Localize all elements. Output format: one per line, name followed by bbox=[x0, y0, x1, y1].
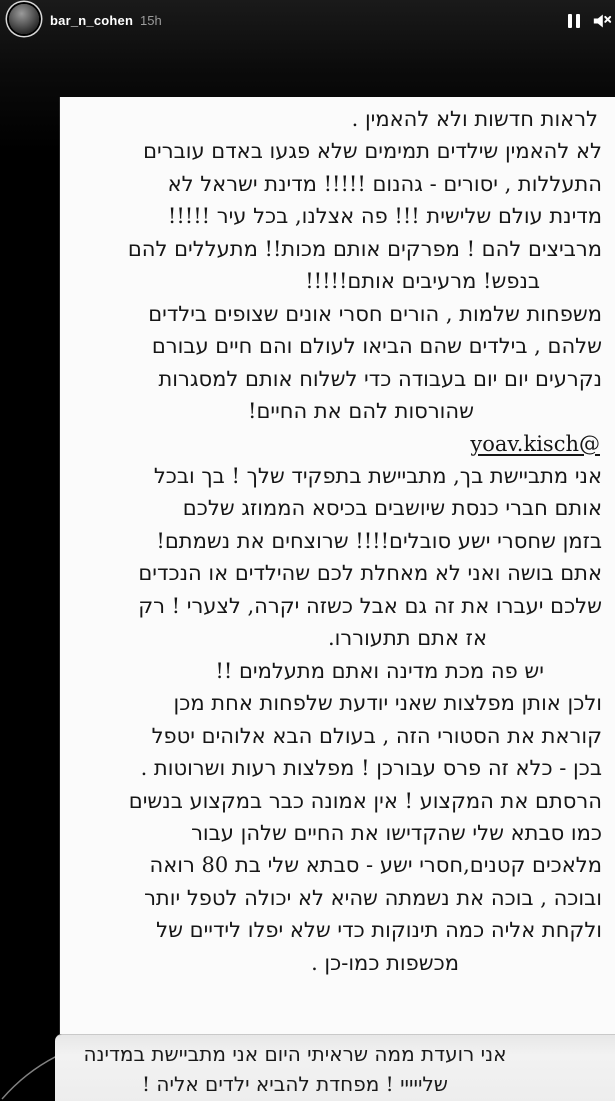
footer-strip bbox=[55, 1034, 615, 1101]
note-line: קוראת את הסטורי הזה , בעולם הבא אלוהים יטפל bbox=[151, 723, 602, 748]
note-line: בכן - כלא זה פרס עבורכן ! מפלצות רעות ושרוטות . bbox=[140, 756, 602, 781]
note-line: מרביצים להם ! מפרקים אותם מכות!! מתעללים להם bbox=[127, 236, 602, 261]
note-line: יש פה מכת מדינה ואתם מתעלמים !! bbox=[215, 658, 544, 683]
pause-icon[interactable] bbox=[568, 14, 580, 28]
muted-speaker-icon[interactable] bbox=[592, 12, 612, 30]
note-line: אתם בושה ואני לא מאחלת לכם שהילדים או הנכדים bbox=[138, 561, 602, 586]
note-line: ובוכה , בוכה את נשמתה שהיא לא יכולה לטפל יותר bbox=[144, 885, 602, 910]
note-line: אותם חברי כנסת שיושבים בכיסא הממוזג שלכם bbox=[182, 496, 602, 521]
note-line: שלהם , בילדים שהם הביאו לעולם והם חיים עבורם bbox=[151, 334, 602, 359]
note-line: בזמן שחסרי ישע סובלים!!!! שרוצחים את נשמתם! bbox=[156, 528, 602, 553]
note-lines bbox=[60, 97, 615, 979]
note-line: מלאכים קטנים,חסרי ישע - סבתא שלי בת 80 רואה bbox=[149, 853, 602, 878]
mention-link[interactable]: @yoav.kisch bbox=[470, 431, 600, 456]
note-line: לא להאמין שילדים תמימים שלא פגעו באדם עוברים bbox=[143, 139, 602, 164]
note-line: כמו סבתא שלי שהקדישו את החיים שלהן עבור bbox=[191, 820, 602, 845]
note-line: בנפש! מרעיבים אותם!!!!! bbox=[305, 269, 540, 294]
note-line: אני רועדת ממה שראיתי היום אני מתביישת במדינה bbox=[83, 1042, 507, 1066]
note-line: לראות חדשות ולא להאמין . bbox=[351, 107, 598, 131]
story-timestamp: 15h bbox=[140, 13, 162, 28]
note-line: שלכם יעברו את זה גם אבל כשזה יקרה, לצערי ! רק bbox=[138, 593, 602, 618]
note-line: מכשפות כמו-כן . bbox=[311, 950, 459, 975]
note-line: שלייייי ! מפחדת להביא ילדים אליה ! bbox=[142, 1072, 448, 1096]
note-line: התעללות , יסורים - גהנום !!!!! מדינת ישראל לא bbox=[167, 171, 602, 196]
footer-lines bbox=[55, 1035, 615, 1099]
note-line: אז אתם תתעוררו. bbox=[327, 626, 487, 651]
note-line: ולכן אותן מפלצות שאני יודעת שלפחות אחת מכן bbox=[173, 691, 602, 716]
story-header bbox=[0, 0, 615, 46]
note-line: אני מתביישת בך, מתביישת בתפקיד שלך ! בך ובכל bbox=[153, 463, 602, 488]
username[interactable]: bar_n_cohen bbox=[50, 13, 134, 28]
note-line: שהורסות להם את החיים! bbox=[248, 399, 474, 424]
note-line: נקרעים יום יום בעבודה כדי לשלוח אותם למסגרות bbox=[158, 366, 602, 391]
note-card bbox=[60, 97, 615, 1034]
note-line: הרסתם את המקצוע ! אין אמונה כבר במקצוע בנשים bbox=[128, 788, 602, 813]
avatar[interactable] bbox=[9, 4, 39, 34]
note-line: ולקחת אליה כמה תינוקות כדי שלא יפלו לידיים של bbox=[156, 918, 602, 943]
note-line: מדינת עולם שלישית !!! פה אצלנו, בכל עיר !!!!! bbox=[167, 204, 602, 229]
note-line: משפחות שלמות , הורים חסרי אונים שצופים בילדים bbox=[148, 301, 602, 326]
